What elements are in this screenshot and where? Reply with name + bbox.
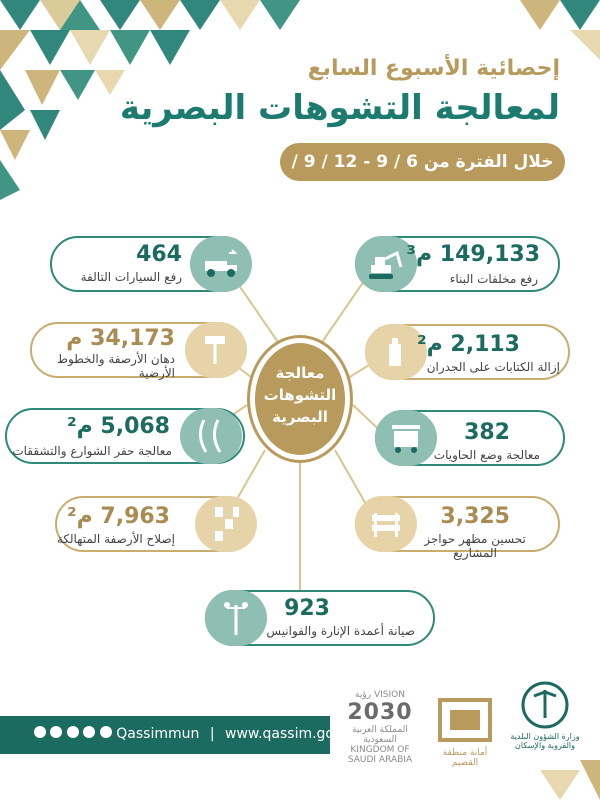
barrier-icon: [355, 496, 417, 552]
subtitle: إحصائية الأسبوع السابع: [307, 56, 560, 81]
scrap-cars-value: 464: [136, 242, 182, 267]
potholes-label: معالجة حفر الشوارع والتشققات: [12, 444, 172, 458]
debris-value: 149,133 م³: [406, 242, 540, 267]
containers-value: 382: [464, 420, 510, 445]
amanah-logo: أمانة منطقة القصيم: [430, 695, 500, 768]
dumpster-icon: [375, 410, 437, 466]
period-badge: خلال الفترة من 6 / 9 - 12 / 9 / 2021 م: [280, 143, 565, 181]
ministry-logo: وزارة الشؤون البلدية والقروية والإسكان: [505, 680, 585, 750]
social-handle[interactable]: Qassimmun: [116, 726, 200, 742]
footer-separator: |: [209, 726, 215, 742]
vision-2030-logo: رؤية VISION 2030 المملكة العربية السعودية KINGDOM OF SAUDI ARABIA: [347, 690, 413, 765]
palm-swords-emblem: [520, 680, 570, 730]
scrap-cars-label: رفع السيارات التالفة: [80, 270, 182, 284]
painting-value: 34,173 م: [66, 326, 175, 351]
footer-social: [34, 726, 362, 742]
sidewalks-value: 7,963 م²: [66, 504, 170, 529]
paint-roller-icon: [185, 322, 247, 378]
youtube-icon[interactable]: [34, 726, 46, 738]
twitter-icon[interactable]: [50, 726, 62, 738]
debris-label: رفع مخلفات البناء: [449, 272, 538, 286]
lighting-label: صيانة أعمدة الإنارة والفوانيس: [266, 624, 415, 638]
lighting-value: 923: [284, 596, 330, 621]
barriers-value: 3,325: [440, 504, 510, 529]
street-lamp-icon: [205, 590, 267, 646]
hub-label: معالجة التشوهات البصرية: [263, 364, 337, 426]
graffiti-value: 2,113 م²: [416, 332, 520, 357]
amanah-emblem: [435, 695, 495, 745]
containers-label: معالجة وضع الحاويات: [433, 448, 540, 462]
website-link[interactable]: www.qassim.gov.sa: [225, 726, 362, 742]
page-title: لمعالجة التشوهات البصرية: [119, 88, 560, 128]
painting-label: دهان الأرصفة والخطوط الأرضية: [56, 352, 175, 380]
sidewalks-label: إصلاح الأرصفة المتهالكة: [56, 532, 175, 546]
paving-icon: [195, 496, 257, 552]
tow-truck-icon: [190, 236, 252, 292]
barriers-label: تحسين مظهر حواجز المشاريع: [424, 532, 526, 560]
road-icon: [180, 408, 242, 464]
facebook-icon[interactable]: [100, 726, 112, 738]
graffiti-label: إزالة الكتابات على الجدران: [426, 360, 560, 374]
potholes-value: 5,068 م²: [66, 414, 170, 439]
snapchat-icon[interactable]: [83, 726, 95, 738]
instagram-icon[interactable]: [67, 726, 79, 738]
